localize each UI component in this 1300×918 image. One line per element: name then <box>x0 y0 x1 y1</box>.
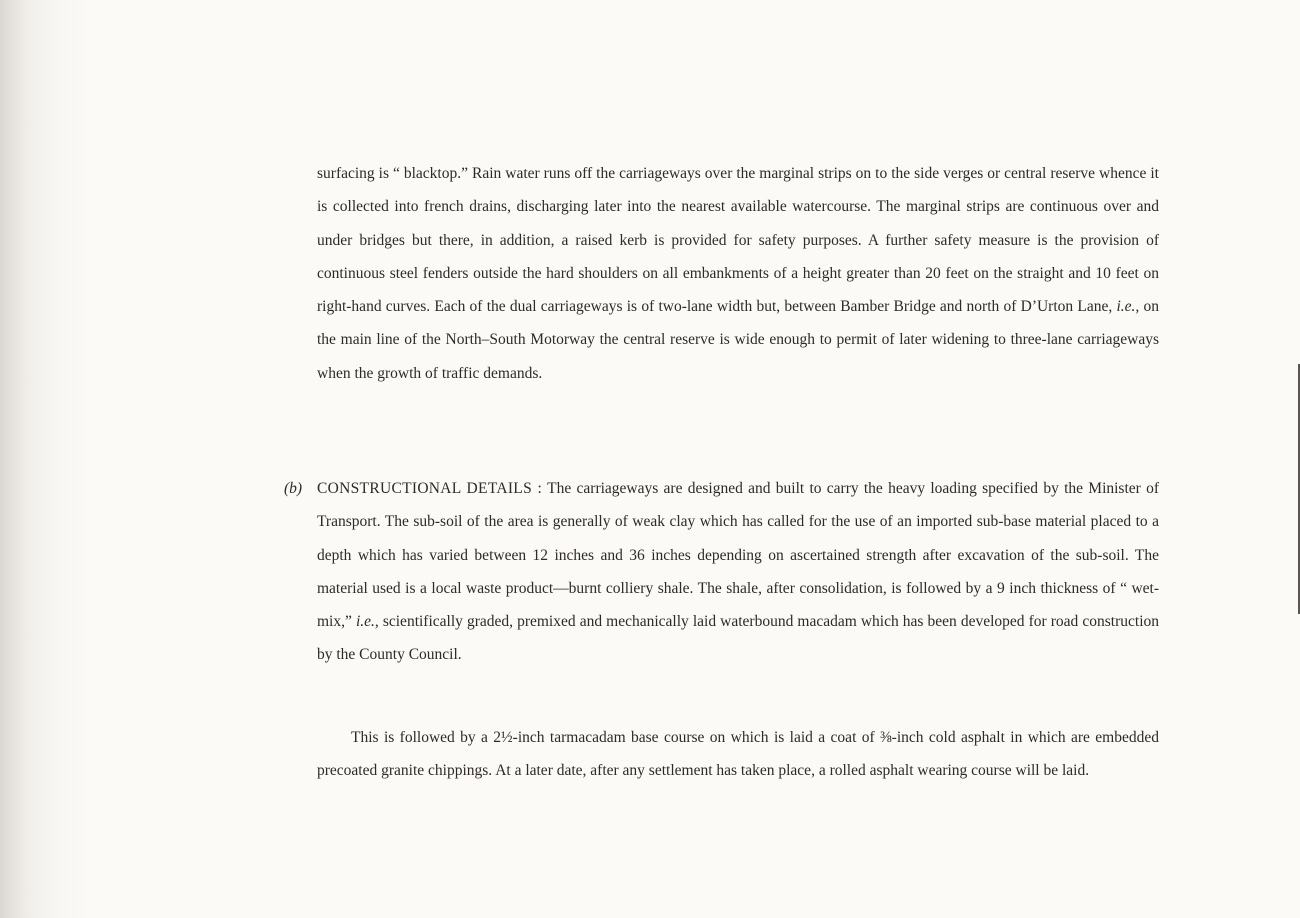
abbreviation-ie: i.e., <box>355 613 379 631</box>
paragraph-surfacing-drainage <box>317 157 1159 390</box>
paragraph-text: This is followed by a 2½-inch tarmacadam base course on which is laid a coat of ⅜-inch cold asphalt in which are embedded precoated granite chippings. At a later date, after any settlement has taken place, a rolled asphalt wearing course will be laid. <box>317 729 1159 780</box>
section-marker: (b) <box>284 480 303 497</box>
paragraph-text-end: on the main line of the North–South Motorway the central reserve is wide enough to permit of later widening to three-lane carriageways when the growth of traffic demands. <box>317 298 1159 382</box>
section-constructional-details <box>284 472 1160 672</box>
paragraph-text: surfacing is “ blacktop.” Rain water runs off the carriageways over the marginal strips on to the side verges or central reserve whence it is collected into french drains, discharging later into the nearest available watercourse. The marginal strips are continuous over and under bridges but there, in addition, a raised kerb is provided for safety purposes. A further safety measure is the provision of continuous steel fenders outside the hard shoulders on all embankments of a height greater than 20 feet on the straight and 10 feet on right-hand curves. Each of the dual carriageways is of two-lane width but, between Bamber Bridge and north of D’Urton Lane, <box>317 165 1159 316</box>
section-text-end: scientifically graded, premixed and mechanically laid waterbound macadam which has been developed for road construction by the County Council. <box>317 613 1160 664</box>
paragraph-surface-courses <box>317 721 1159 788</box>
abbreviation-ie: i.e., <box>1116 298 1140 316</box>
section-heading: CONSTRUCTIONAL DETAILS : <box>317 480 543 497</box>
section-text: The carriageways are designed and built to carry the heavy loading specified by the Minister of Transport. The sub-soil of the area is generally of weak clay which has called for the use of an imported sub-base material placed to a depth which has varied between 12 inches and 36 inches depending on ascertained strength after excavation of the sub-soil. The material used is a local waste product—burnt colliery shale. The shale, after consolidation, is followed by a 9 inch thickness of “ wet-mix,” <box>317 480 1159 631</box>
